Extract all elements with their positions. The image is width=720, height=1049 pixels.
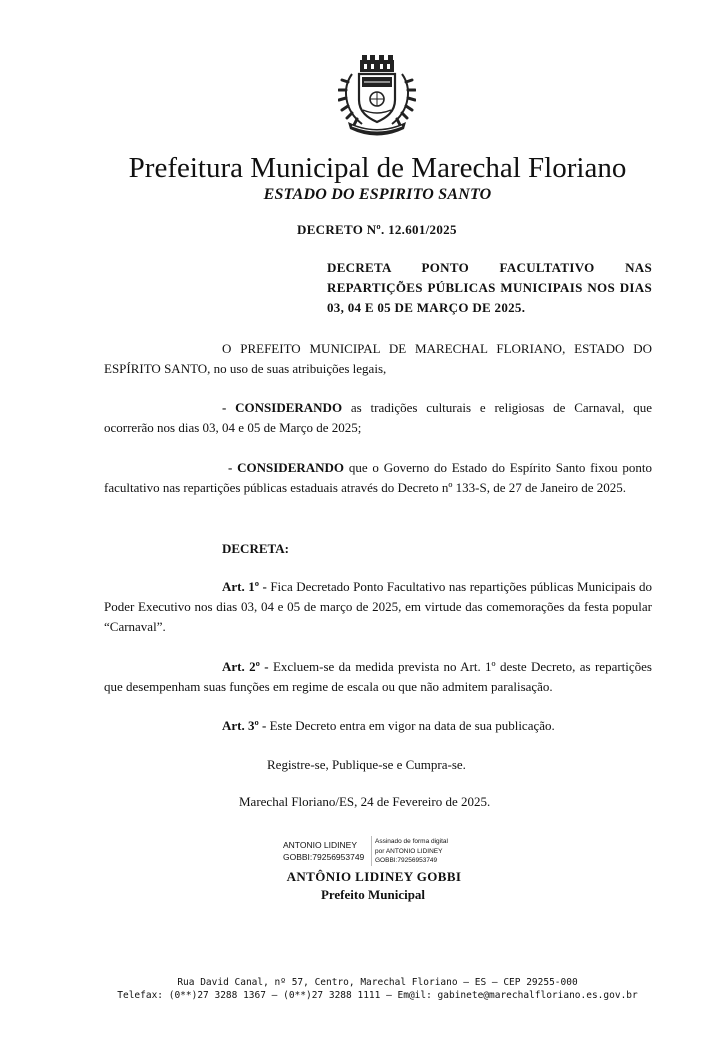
decree-number: DECRETO Nº. 12.601/2025 [297, 222, 457, 237]
article-2-paragraph [104, 657, 652, 697]
article-2-label: Art. 2º - [222, 659, 269, 674]
signature-divider [371, 836, 372, 866]
footer-contact: Telefax: (0**)27 3288 1367 – (0**)27 3288 1111 – Em@il: gabinete@marechalfloriano.es.gov.br [117, 990, 638, 1001]
article-3-paragraph [104, 716, 652, 736]
considerando-2-paragraph [104, 458, 652, 498]
page-title: Prefeitura Municipal de Marechal Floriano [128, 152, 627, 184]
considerando-2-text: que o Governo do Estado do Espírito Santo fixou ponto facultativo nas repartições públicas estaduais através do Decreto nº 133-S, de 27 de Janeiro de 2025. [104, 460, 652, 495]
signer-name: ANTÔNIO LIDINEY GOBBI [286, 869, 462, 884]
considerando-1-paragraph [104, 398, 652, 438]
registre-line: Registre-se, Publique-se e Cumpra-se. [267, 757, 466, 772]
signature-stamp-line-2: por ANTONIO LIDINEY [375, 847, 443, 855]
state-subtitle: ESTADO DO ESPIRITO SANTO [263, 186, 492, 203]
considerando-2-label: - CONSIDERANDO [228, 460, 345, 475]
article-3-label: Art. 3º - [222, 718, 267, 733]
decreta-heading: DECRETA: [222, 541, 289, 556]
place-and-date: Marechal Floriano/ES, 24 de Fevereiro de 2025. [239, 794, 491, 809]
decree-summary: DECRETA PONTO FACULTATIVO NAS REPARTIÇÕES PÚBLICAS MUNICIPAIS NOS DIAS 03, 04 E 05 DE MARÇO DE 2025. [327, 260, 652, 315]
article-1-text: Fica Decretado Ponto Facultativo nas repartições públicas Municipais do Poder Executivo nos dias 03, 04 e 05 de março de 2025, em virtude das comemorações da festa popular “Carnaval”. [104, 579, 653, 634]
intro-paragraph [104, 339, 652, 379]
considerando-1-text: as tradições culturais e religiosas de Carnaval, que ocorrerão nos dias 03, 04 e 05 de Março de 2025; [104, 400, 652, 435]
intro-text: O PREFEITO MUNICIPAL DE MARECHAL FLORIANO, ESTADO DO ESPÍRITO SANTO, no uso de suas atribuições legais, [104, 341, 652, 376]
article-1-label: Art. 1º - [222, 579, 267, 594]
article-3-text: Este Decreto entra em vigor na data de sua publicação. [266, 718, 555, 733]
municipal-coat-of-arms [338, 52, 416, 136]
article-2-text: Excluem-se da medida prevista no Art. 1º deste Decreto, as repartições que desempenham suas funções em regime de escala ou que não admitem paralisação. [104, 659, 652, 694]
considerando-1-label: - CONSIDERANDO [222, 400, 343, 415]
signature-stamp-line-3: GOBBI:79256953749 [375, 857, 438, 864]
digital-signature-stamp [375, 837, 448, 866]
signer-role: Prefeito Municipal [320, 887, 426, 902]
footer-address: Rua David Canal, nº 57, Centro, Marechal Floriano – ES – CEP 29255-000 [177, 977, 578, 988]
signature-name-line-2: GOBBI:79256953749 [283, 852, 365, 862]
signature-name-line-1: ANTONIO LIDINEY [283, 840, 357, 850]
article-1-paragraph [104, 577, 652, 637]
signature-stamp-line-1: Assinado de forma digital [375, 838, 448, 845]
digital-signature-name [283, 839, 364, 863]
